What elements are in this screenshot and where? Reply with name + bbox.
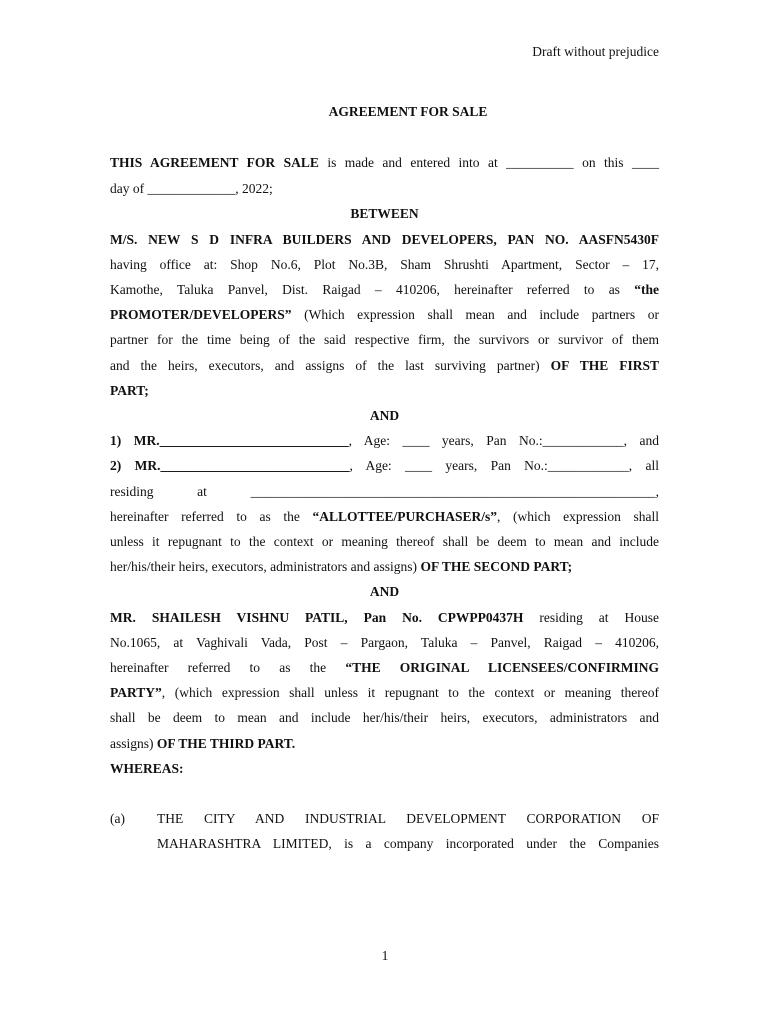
first-party-line-7: PART; (110, 383, 149, 398)
second-party-line-4-bold: “ALLOTTEE/PURCHASER/s” (312, 509, 498, 524)
intro-rest: is made and entered into at __________ on this ____ (318, 155, 659, 170)
third-party-line-1 (110, 610, 659, 626)
second-party-mr-2 (110, 458, 659, 474)
third-party-line-2: No.1065, at Vaghivali Vada, Post – Pargaon, Taluka – Panvel, Raigad – 410206, (110, 635, 659, 650)
second-party-line-6-text: her/his/their heirs, executors, administrators and assigns) (110, 559, 421, 574)
draft-note: Draft without prejudice (532, 44, 659, 59)
second-party-line-6 (110, 559, 659, 575)
third-party-line-3 (110, 660, 659, 676)
mr2-rest: , Age: ____ years, Pan No.:____________, all (349, 458, 659, 473)
and-heading-1: AND (369, 408, 400, 423)
clause-a-line-2: MAHARASHTRA LIMITED, is a company incorporated under the Companies (157, 836, 659, 851)
third-party-line-4-bold: PARTY” (110, 685, 162, 700)
page-number: 1 (381, 948, 389, 963)
first-party-line-3 (110, 282, 659, 298)
third-party-line-6-text: assigns) (110, 736, 157, 751)
third-party-line-5: shall be deem to mean and include her/his/their heirs, executors, administrators and (110, 710, 659, 725)
second-party-line-4 (110, 509, 659, 525)
third-party-line-4 (110, 685, 659, 701)
intro-bold: THIS AGREEMENT FOR SALE (110, 155, 319, 170)
first-party-name: M/S. NEW S D INFRA BUILDERS AND DEVELOPERS, PAN NO. AASFN5430F (110, 232, 659, 247)
whereas-heading: WHEREAS: (110, 761, 184, 776)
first-party-line-6-bold: OF THE FIRST (550, 358, 659, 373)
first-party-line-2: having office at: Shop No.6, Plot No.3B, Sham Shrushti Apartment, Sector – 17, (110, 257, 659, 272)
third-party-line-6-bold: OF THE THIRD PART. (156, 736, 296, 751)
document-title: AGREEMENT FOR SALE (328, 104, 488, 119)
second-party-line-5: unless it repugnant to the context or meaning thereof shall be deem to mean and include (110, 534, 659, 549)
first-party-line-3-bold: “the (634, 282, 659, 297)
third-party-line-1-bold: MR. SHAILESH VISHNU PATIL, Pan No. CPWPP0437H (110, 610, 524, 625)
mr1-rest: , Age: ____ years, Pan No.:____________, and (348, 433, 659, 448)
second-party-residing: residing at ____________________________________________________________, (110, 484, 659, 499)
first-party-line-3-text: Kamothe, Taluka Panvel, Dist. Raigad – 410206, hereinafter referred to as (110, 282, 635, 297)
first-party-line-4 (110, 307, 659, 323)
second-party-line-4-rest: , (which expression shall (497, 509, 659, 524)
third-party-line-3-bold: “THE ORIGINAL LICENSEES/CONFIRMING (345, 660, 660, 675)
first-party-line-5: partner for the time being of the said respective firm, the survivors or survivor of them (110, 332, 659, 347)
third-party-line-1-rest: residing at House (523, 610, 659, 625)
first-party-line-6-text: and the heirs, executors, and assigns of the last surviving partner) (110, 358, 551, 373)
mr2-label: 2) MR.____________________________ (110, 458, 350, 473)
intro-line-1 (110, 155, 659, 171)
clause-a-label: (a) (110, 811, 125, 826)
second-party-line-4-text: hereinafter referred to as the (110, 509, 313, 524)
first-party-line-4-rest: (Which expression shall mean and include partners or (291, 307, 659, 322)
third-party-line-3-text: hereinafter referred to as the (110, 660, 346, 675)
intro-line-2: day of _____________, 2022; (110, 181, 273, 196)
and-heading-2: AND (369, 584, 400, 599)
third-party-line-6 (110, 736, 659, 752)
third-party-line-4-rest: , (which expression shall unless it repugnant to the context or meaning thereof (161, 685, 659, 700)
first-party-line-4-bold: PROMOTER/DEVELOPERS” (110, 307, 292, 322)
second-party-line-6-bold: OF THE SECOND PART; (420, 559, 573, 574)
second-party-mr-1 (110, 433, 659, 449)
first-party-line-6 (110, 358, 659, 374)
mr1-label: 1) MR.____________________________ (110, 433, 349, 448)
clause-a-line-1: THE CITY AND INDUSTRIAL DEVELOPMENT CORPORATION OF (157, 811, 659, 826)
between-heading: BETWEEN (350, 206, 419, 221)
